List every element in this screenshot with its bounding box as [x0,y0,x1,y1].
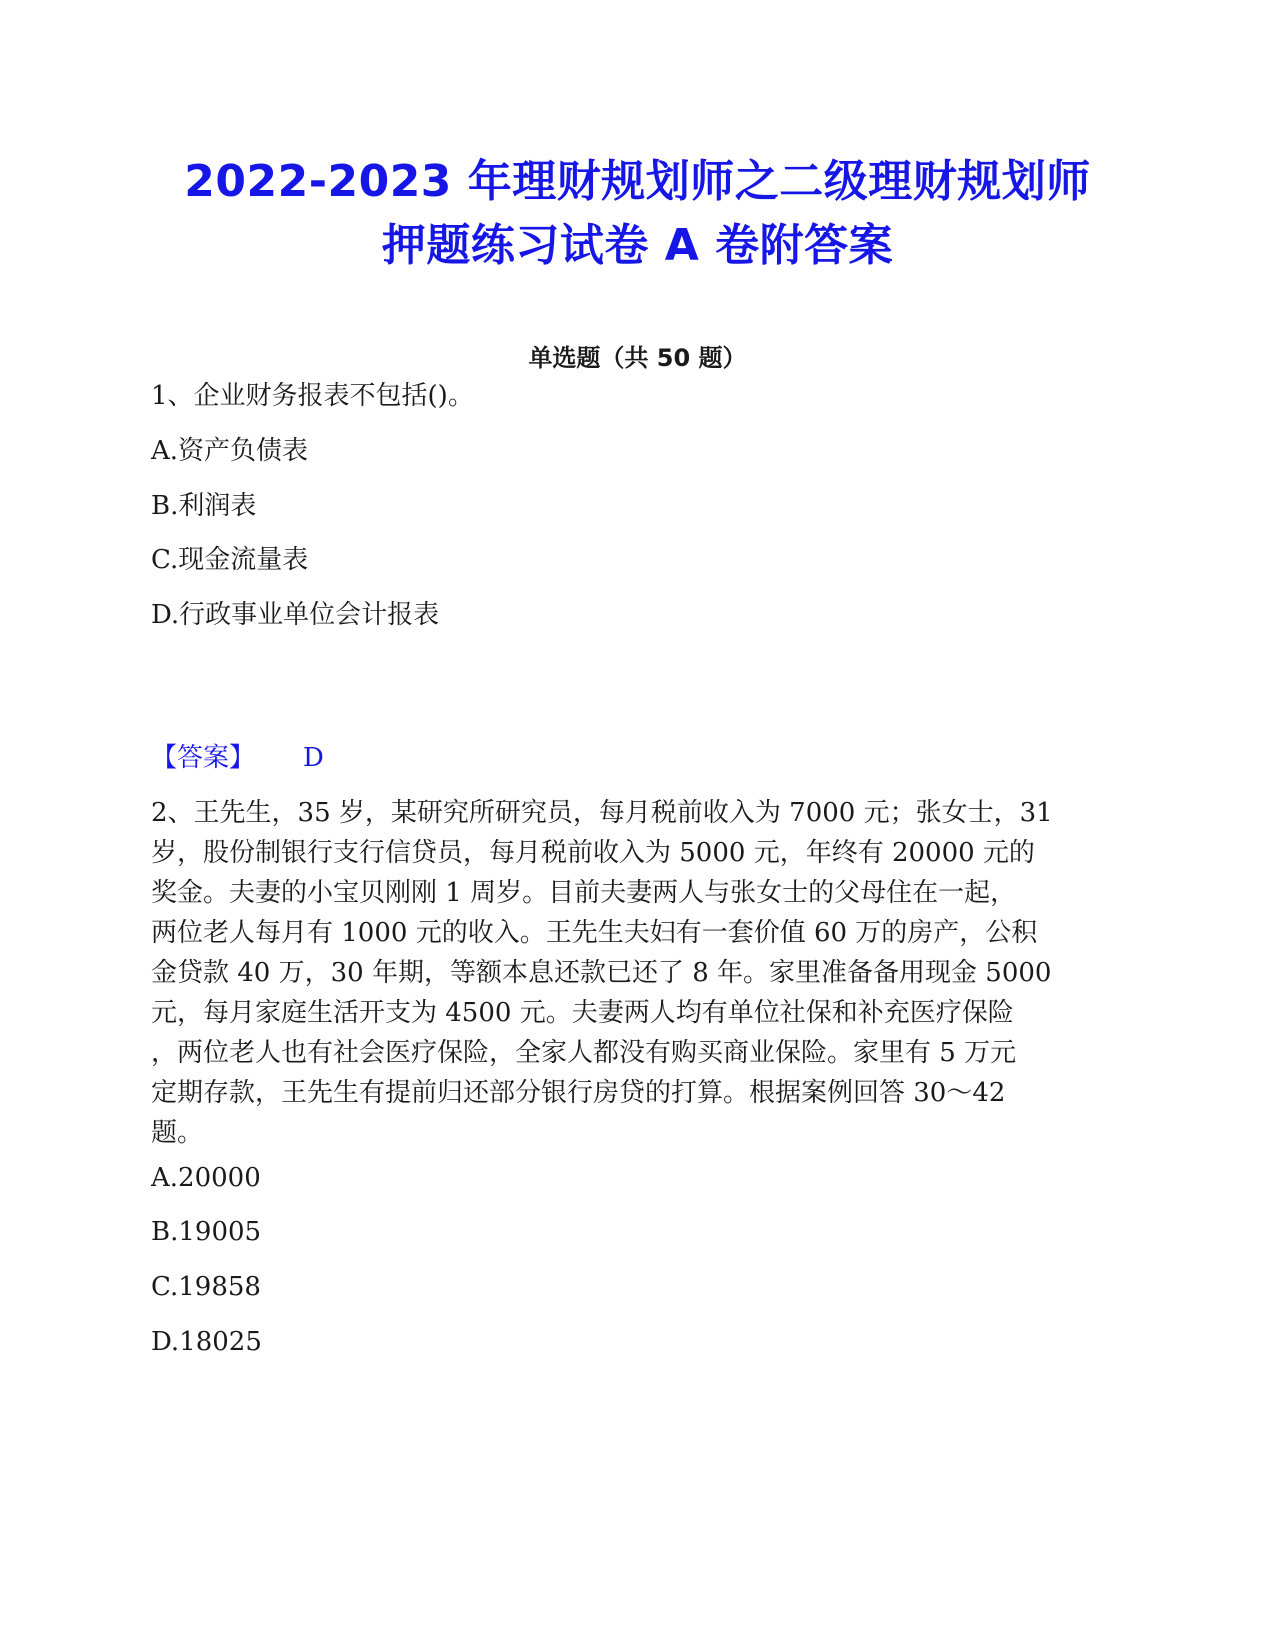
question-1-option-b: B.利润表 [151,491,257,521]
question-2-stem-line: 金贷款 40 万，30 年期，等额本息还款已还了 8 年。家里准备备用现金 5000 [151,958,1052,988]
section-heading: 单选题（共 50 题） [528,344,747,372]
question-2-option-c: C.19858 [151,1272,261,1302]
question-2-stem-line: 岁，股份制银行支行信贷员，每月税前收入为 5000 元，年终有 20000 元的 [151,838,1035,868]
question-1-option-a: A.资产负债表 [151,436,309,466]
question-1-answer [151,740,324,776]
question-2-stem [151,793,1126,1153]
document-title-line1: 2022-2023 年理财规划师之二级理财规划师 [184,156,1091,207]
question-2-stem-line: 两位老人每月有 1000 元的收入。王先生夫妇有一套价值 60 万的房产，公积 [151,918,1038,948]
question-1-option-d: D.行政事业单位会计报表 [151,600,440,630]
question-2-option-b: B.19005 [151,1217,262,1247]
question-2-option-a: A.20000 [151,1163,261,1193]
question-2-stem-line: 题。 [151,1118,204,1148]
question-2-stem-line: ，两位老人也有社会医疗保险，全家人都没有购买商业保险。家里有 5 万元 [151,1038,1017,1068]
question-2-stem-line: 奖金。夫妻的小宝贝刚刚 1 周岁。目前夫妻两人与张女士的父母住在一起， [151,878,1017,908]
question-2-stem-line: 元，每月家庭生活开支为 4500 元。夫妻两人均有单位社保和补充医疗保险 [151,998,1014,1028]
question-2-option-d: D.18025 [151,1327,262,1357]
answer-tag: 【答案】 [151,743,256,773]
question-2-stem-line: 定期存款，王先生有提前归还部分银行房贷的打算。根据案例回答 30～42 [151,1078,1006,1108]
answer-value: D [303,743,324,773]
question-1-stem: 1、企业财务报表不包括()。 [151,381,474,411]
question-2-stem-line: 2、王先生，35 岁，某研究所研究员，每月税前收入为 7000 元；张女士，31 [151,798,1053,828]
question-1-option-c: C.现金流量表 [151,545,309,575]
document-title-line2: 押题练习试卷 A 卷附答案 [381,220,894,271]
